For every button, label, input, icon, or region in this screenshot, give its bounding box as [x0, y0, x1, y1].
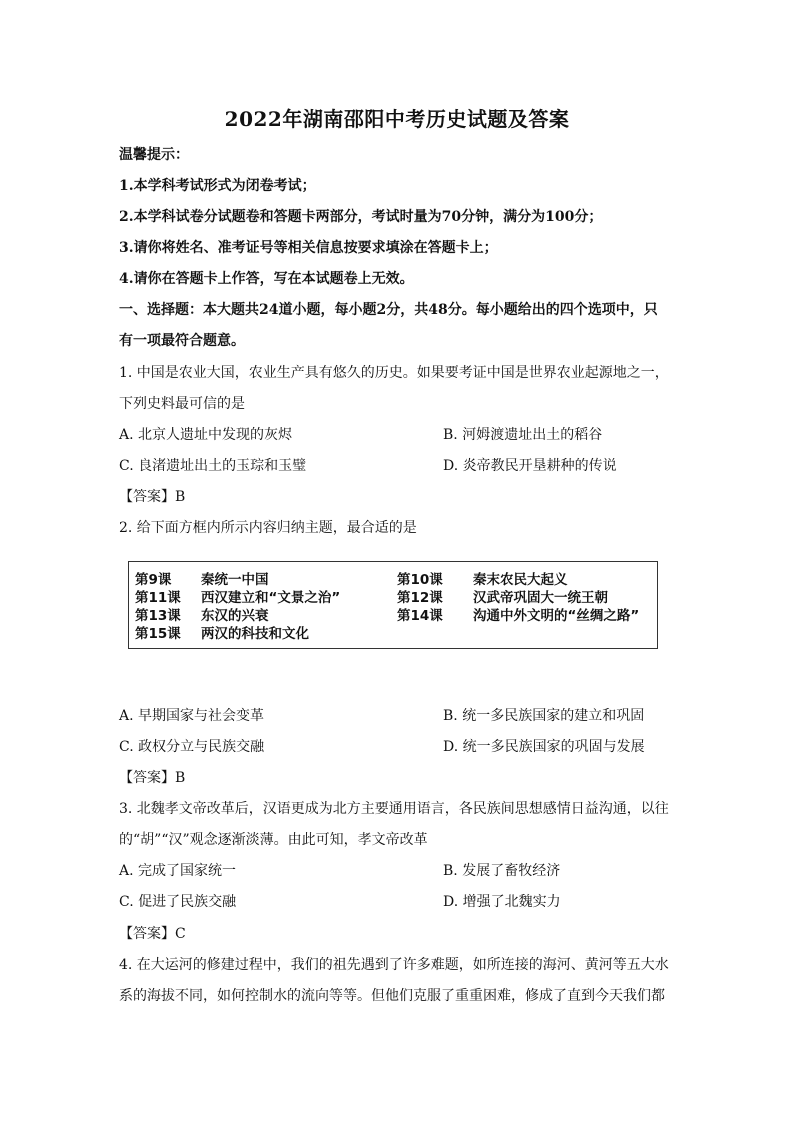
- q2-stem: 2. 给下面方框内所示内容归纳主题，最合适的是: [119, 520, 417, 536]
- q1-option-a: A. 北京人遗址中发现的灰烬: [119, 427, 293, 443]
- q2-option-c: C. 政权分立与民族交融: [119, 739, 265, 755]
- q2-answer: 【答案】B: [119, 770, 186, 786]
- section-heading-line2: 有一项最符合题意。: [119, 333, 245, 349]
- q1-option-c: C. 良渚遗址出土的玉琮和玉璧: [119, 458, 307, 474]
- box-lesson-9: 第9课: [135, 572, 172, 588]
- q3-option-a: A. 完成了国家统一: [119, 863, 237, 879]
- q3-option-b: B. 发展了畜牧经济: [443, 863, 561, 879]
- lesson-box: [128, 561, 658, 649]
- box-topic-14: 沟通中外文明的“丝绸之路”: [473, 608, 640, 624]
- box-lesson-14: 第14课: [397, 608, 443, 624]
- tip-item-2: 2.本学科试卷分试题卷和答题卡两部分，考试时量为70分钟，满分为100分；: [119, 209, 603, 225]
- box-topic-15: 两汉的科技和文化: [201, 626, 309, 642]
- tips-heading: 温馨提示：: [119, 147, 189, 163]
- box-lesson-10: 第10课: [397, 572, 443, 588]
- q1-option-d: D. 炎帝教民开垦耕种的传说: [443, 458, 617, 474]
- q4-stem-line2: 系的海拔不同，如何控制水的流向等等。但他们克服了重重困难，修成了直到今天我们都: [119, 988, 665, 1004]
- q1-stem-line1: 1. 中国是农业大国，农业生产具有悠久的历史。如果要考证中国是世界农业起源地之一，: [119, 365, 669, 381]
- box-lesson-13: 第13课: [135, 608, 181, 624]
- page-title: 2022年湖南邵阳中考历史试题及答案: [224, 107, 570, 131]
- q1-stem-line2: 下列史料最可信的是: [119, 396, 245, 412]
- q3-stem-line1: 3. 北魏孝文帝改革后，汉语更成为北方主要通用语言，各民族间思想感情日益沟通，以往: [119, 801, 669, 817]
- box-lesson-15: 第15课: [135, 626, 181, 642]
- q1-option-b: B. 河姆渡遗址出土的稻谷: [443, 427, 603, 443]
- q3-answer: 【答案】C: [119, 926, 186, 942]
- box-topic-11: 西汉建立和“文景之治”: [201, 590, 341, 606]
- tip-item-1: 1.本学科考试形式为闭卷考试；: [119, 178, 316, 194]
- q3-option-c: C. 促进了民族交融: [119, 894, 237, 910]
- q1-answer: 【答案】B: [119, 489, 186, 505]
- q3-stem-line2: 的“胡”“汉”观念逐渐淡薄。由此可知，孝文帝改革: [119, 832, 428, 848]
- box-topic-9: 秦统一中国: [201, 572, 269, 588]
- tip-item-4: 4.请你在答题卡上作答，写在本试题卷上无效。: [119, 271, 414, 287]
- q4-stem-line1: 4. 在大运河的修建过程中，我们的祖先遇到了许多难题，如所连接的海河、黄河等五大水: [119, 957, 669, 973]
- box-topic-13: 东汉的兴衰: [201, 608, 269, 624]
- box-lesson-11: 第11课: [135, 590, 181, 606]
- box-topic-12: 汉武帝巩固大一统王朝: [473, 590, 608, 606]
- q2-option-a: A. 早期国家与社会变革: [119, 708, 265, 724]
- q3-option-d: D. 增强了北魏实力: [443, 894, 561, 910]
- box-lesson-12: 第12课: [397, 590, 443, 606]
- section-heading-line1: 一、选择题：本大题共24道小题，每小题2分，共48分。每小题给出的四个选项中，只: [119, 302, 658, 318]
- box-topic-10: 秦末农民大起义: [473, 572, 568, 588]
- q2-option-d: D. 统一多民族国家的巩固与发展: [443, 739, 645, 755]
- tip-item-3: 3.请你将姓名、准考证号等相关信息按要求填涂在答题卡上；: [119, 240, 498, 256]
- q2-option-b: B. 统一多民族国家的建立和巩固: [443, 708, 645, 724]
